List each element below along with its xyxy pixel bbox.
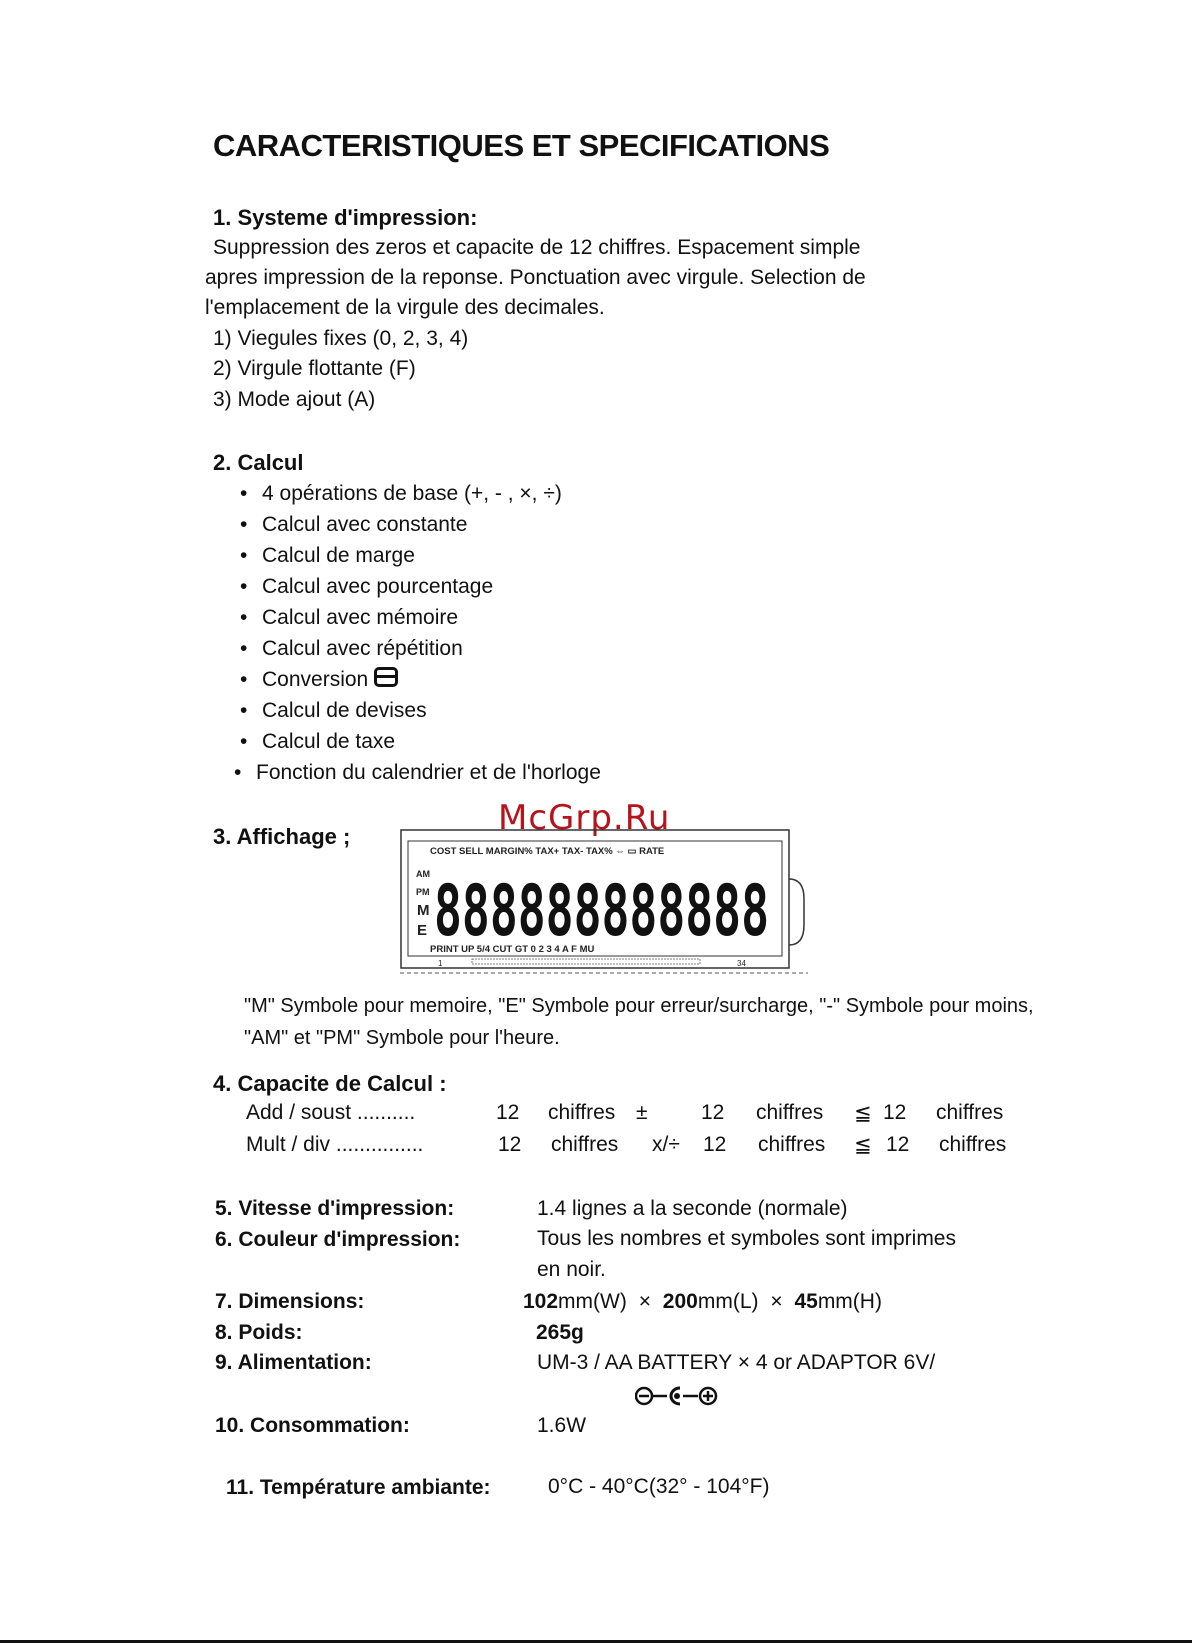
- power-label: 9. Alimentation:: [215, 1351, 372, 1374]
- list-item: • Calcul de devises: [240, 699, 427, 722]
- page-title: CARACTERISTIQUES ET SPECIFICATIONS: [213, 128, 830, 163]
- lcd-left-indicator: M: [417, 902, 430, 919]
- capacity-unit: chiffres: [758, 1133, 826, 1156]
- capacity-symbol: x/÷: [652, 1133, 680, 1156]
- dimensions-value: 102mm(W) × 200mm(L) × 45mm(H): [523, 1290, 882, 1313]
- section1-line: l'emplacement de la virgule des decimales.: [205, 296, 605, 319]
- display-caption: "M" Symbole pour memoire, "E" Symbole pour erreur/surcharge, "-" Symbole pour moins, "AM" et "PM" Symbole pour l'heure.: [244, 995, 1034, 1049]
- section2-heading: 2. Calcul: [213, 450, 304, 475]
- capacity-value: 12: [496, 1101, 520, 1124]
- capacity-unit: chiffres: [548, 1101, 616, 1124]
- weight-value: 265g: [536, 1321, 584, 1344]
- section1-line: apres impression de la reponse. Ponctuation avec virgule. Selection de: [205, 266, 866, 289]
- section4-heading: 4. Capacite de Calcul :: [213, 1071, 447, 1096]
- capacity-value: 12: [703, 1133, 727, 1156]
- speed-label: 5. Vitesse d'impression:: [215, 1197, 455, 1220]
- section3-heading: 3. Affichage ;: [213, 824, 351, 849]
- lcd-top-indicators: COST SELL MARGIN% TAX+ TAX- TAX% ⇔ ▭ RATE: [430, 846, 665, 857]
- capacity-unit: chiffres: [756, 1101, 824, 1124]
- list-item: • Calcul avec répétition: [240, 637, 463, 660]
- capacity-op: Add / soust ..........: [246, 1101, 416, 1124]
- list-item: • Calcul avec pourcentage: [240, 575, 494, 598]
- capacity-op: Mult / div ...............: [246, 1133, 424, 1156]
- consumption-label: 10. Consommation:: [215, 1414, 410, 1437]
- list-item: • Calcul de marge: [240, 544, 415, 567]
- weight-label: 8. Poids:: [215, 1321, 303, 1344]
- lcd-digits: 888888888888: [434, 870, 769, 952]
- list-item: • Calcul de taxe: [240, 730, 396, 753]
- color-value: en noir.: [537, 1258, 606, 1281]
- list-item: • Calcul avec mémoire: [240, 606, 459, 629]
- lcd-display: [400, 829, 808, 980]
- temperature-label: 11. Température ambiante:: [226, 1476, 491, 1499]
- color-label: 6. Couleur d'impression:: [215, 1228, 461, 1251]
- speed-value: 1.4 lignes a la seconde (normale): [537, 1197, 848, 1220]
- capacity-unit: chiffres: [936, 1101, 1004, 1124]
- dimensions-label: 7. Dimensions:: [215, 1290, 365, 1313]
- color-value: Tous les nombres et symboles sont imprimes: [537, 1227, 956, 1250]
- capacity-unit: chiffres: [939, 1133, 1007, 1156]
- list-item: • Conversion: [240, 664, 601, 695]
- section1-option: 1) Viegules fixes (0, 2, 3, 4): [213, 327, 469, 350]
- lcd-left-indicator: AM: [416, 869, 430, 879]
- capacity-value: 12: [498, 1133, 522, 1156]
- capacity-symbol: ≦: [854, 1102, 872, 1125]
- list-item: • Calcul avec constante: [240, 513, 468, 536]
- adaptor-polarity-icon: [635, 1382, 725, 1415]
- section1-line: Suppression des zeros et capacite de 12 chiffres. Espacement simple: [213, 236, 861, 259]
- section1-option: 3) Mode ajout (A): [213, 388, 376, 411]
- section1-option: 2) Virgule flottante (F): [213, 357, 416, 380]
- capacity-value: 12: [701, 1101, 725, 1124]
- consumption-value: 1.6W: [537, 1414, 587, 1437]
- capacity-value: 12: [883, 1101, 907, 1124]
- lcd-bottom-indicators: PRINT UP 5/4 CUT GT 0 2 3 4 A F MU: [430, 944, 595, 955]
- page-bottom-rule: [0, 1640, 1192, 1643]
- capacity-symbol: ±: [636, 1101, 648, 1124]
- power-value: UM-3 / AA BATTERY × 4 or ADAPTOR 6V/: [537, 1351, 936, 1374]
- capacity-symbol: ≦: [854, 1134, 872, 1157]
- watermark: McGrp.Ru: [498, 798, 671, 838]
- list-item: • 4 opérations de base (+, - , ×, ÷): [240, 482, 562, 505]
- section1-heading: 1. Systeme d'impression:: [213, 205, 478, 230]
- lcd-left-indicator: PM: [416, 887, 430, 897]
- lcd-left-indicator: E: [417, 922, 428, 939]
- conversion-icon: [374, 667, 398, 687]
- temperature-value: 0°C - 40°C(32° - 104°F): [548, 1475, 770, 1498]
- calcul-list: [234, 478, 601, 788]
- capacity-unit: chiffres: [551, 1133, 619, 1156]
- list-item: • Fonction du calendrier et de l'horloge: [234, 761, 601, 784]
- capacity-value: 12: [886, 1133, 910, 1156]
- lcd-scale-end: 34: [737, 959, 746, 968]
- lcd-scale-start: 1: [438, 959, 443, 968]
